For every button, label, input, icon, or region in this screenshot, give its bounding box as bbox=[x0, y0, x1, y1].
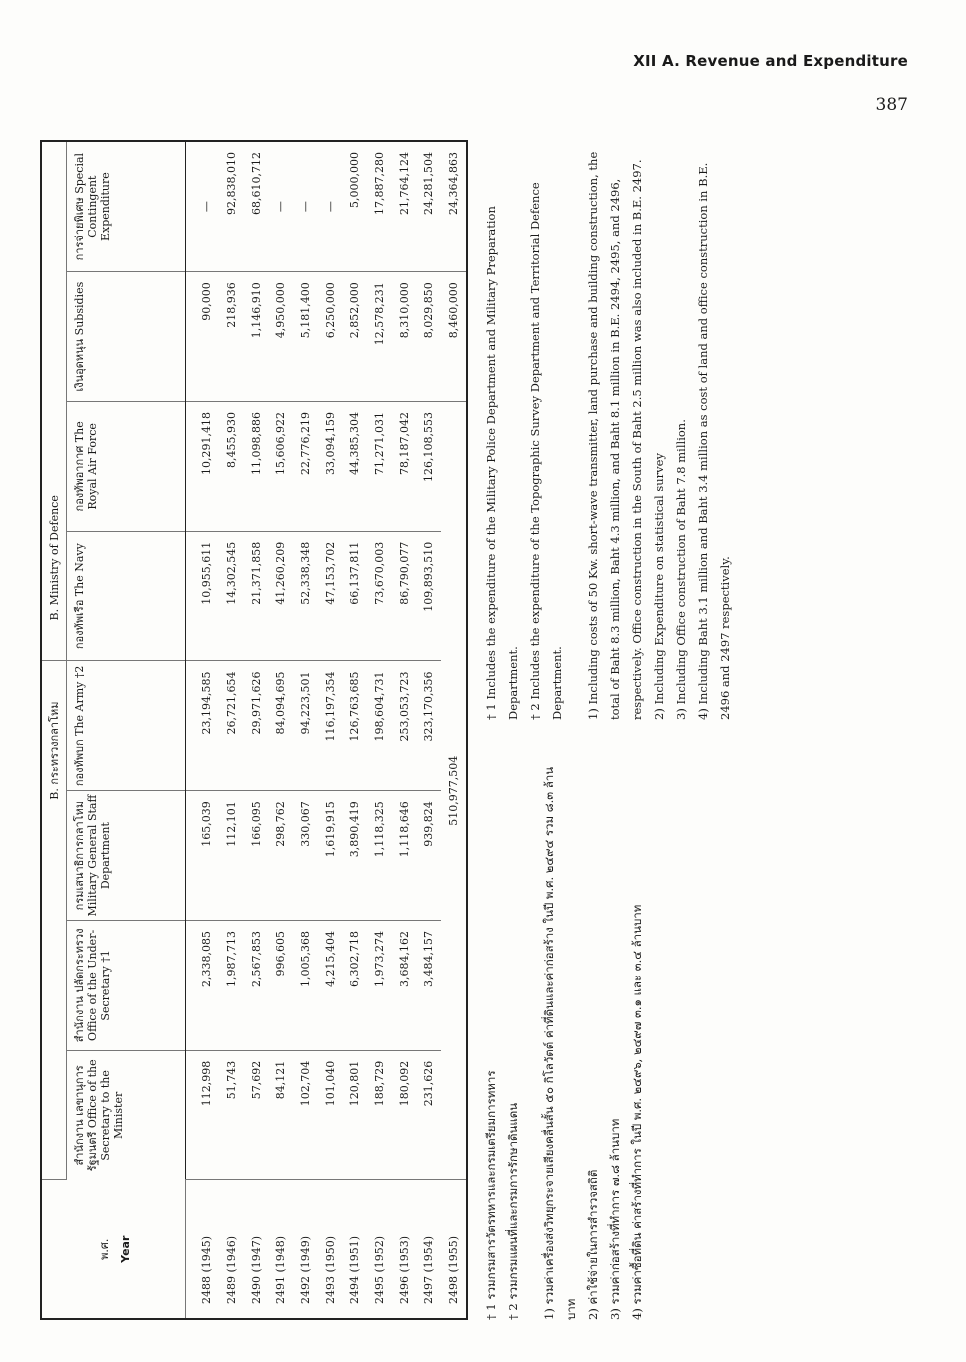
value-cell: 29,971,626 bbox=[244, 661, 269, 791]
value-cell: — bbox=[293, 142, 318, 272]
value-cell: 24,364,863 bbox=[441, 142, 466, 272]
table-row bbox=[392, 142, 417, 1318]
value-cell: 1,987,713 bbox=[219, 921, 244, 1051]
value-cell: 218,936 bbox=[219, 272, 244, 402]
value-cell: — bbox=[186, 142, 220, 272]
value-cell: 5,000,000 bbox=[343, 142, 368, 272]
value-cell: 101,040 bbox=[318, 1050, 343, 1180]
value-cell: 1,973,274 bbox=[367, 921, 392, 1051]
value-cell: 6,250,000 bbox=[318, 272, 343, 402]
column-header-1: สำนักงาน เลขานุการรัฐมนตรี Office of the Secretary to the Minister bbox=[67, 1050, 186, 1180]
value-cell: 126,763,685 bbox=[343, 661, 368, 791]
value-cell: 92,838,010 bbox=[219, 142, 244, 272]
table-row bbox=[219, 142, 244, 1318]
value-cell: 10,955,611 bbox=[186, 531, 220, 661]
value-cell: 112,101 bbox=[219, 791, 244, 921]
value-cell: 253,053,723 bbox=[392, 661, 417, 791]
table-row bbox=[293, 142, 318, 1318]
rotated-content bbox=[40, 140, 870, 1320]
footnote: † 2 Includes the expenditure of the Topographic Survey Department and Territorial Defence Department. bbox=[528, 182, 564, 720]
year-cell: 2497 (1954) bbox=[422, 1235, 436, 1304]
value-cell: 90,000 bbox=[186, 272, 220, 402]
value-cell: 2,852,000 bbox=[343, 272, 368, 402]
section-title: XII A. Revenue and Expenditure bbox=[633, 52, 908, 70]
footnote: 2) Including Expenditure on statistical survey bbox=[652, 453, 666, 720]
footnote: 2) ค่าใช้จ่ายในการสำรวจสถิติ bbox=[586, 1169, 600, 1320]
value-cell: 180,092 bbox=[392, 1050, 417, 1180]
value-cell: 8,029,850 bbox=[417, 272, 442, 402]
page-number: 387 bbox=[875, 95, 908, 115]
value-cell: 188,729 bbox=[367, 1050, 392, 1180]
value-cell: 33,094,159 bbox=[318, 402, 343, 532]
value-cell: 109,893,510 bbox=[417, 531, 442, 661]
value-cell: 323,170,356 bbox=[417, 661, 442, 791]
value-cell: — bbox=[318, 142, 343, 272]
value-cell: 52,338,348 bbox=[293, 531, 318, 661]
year-cell: 2494 (1951) bbox=[348, 1235, 362, 1304]
footnote: 1) รวมค่าเครื่องส่งวิทยุกระจายเสียงคลื่นสั้น ๕๐ กิโลวัตต์ ค่าที่ดินและค่าก่อสร้าง ในปี พ.ศ. ๒๔๙๔ รวม ๘.๓ ล้านบาท bbox=[542, 766, 578, 1320]
value-cell: 5,181,400 bbox=[293, 272, 318, 402]
year-cell: 2495 (1952) bbox=[373, 1235, 387, 1304]
group-header-en: B. Ministry of Defence bbox=[42, 142, 67, 661]
year-header: พ.ศ. Year bbox=[42, 1180, 186, 1318]
value-cell: 14,302,545 bbox=[219, 531, 244, 661]
year-cell: 2491 (1948) bbox=[274, 1235, 288, 1304]
value-cell: 1,005,368 bbox=[293, 921, 318, 1051]
year-cell: 2490 (1947) bbox=[249, 1235, 263, 1304]
value-cell: 8,460,000 bbox=[441, 272, 466, 402]
value-cell: 126,108,553 bbox=[417, 402, 442, 532]
value-cell: 51,743 bbox=[219, 1050, 244, 1180]
year-cell: 2492 (1949) bbox=[299, 1235, 313, 1304]
value-cell: 2,338,085 bbox=[186, 921, 220, 1051]
footnote: 4) รวมค่าซื้อที่ดิน ค่าสร้างที่ทำการ ในปี พ.ศ. ๒๔๙๖, ๒๔๙๗ ๓.๑ และ ๓.๔ ล้านบาท bbox=[630, 904, 644, 1320]
value-cell: 298,762 bbox=[269, 791, 294, 921]
value-cell: 4,950,000 bbox=[269, 272, 294, 402]
value-cell: 15,606,922 bbox=[269, 402, 294, 532]
table-row bbox=[367, 142, 392, 1318]
value-cell: 996,605 bbox=[269, 921, 294, 1051]
value-cell: 330,067 bbox=[293, 791, 318, 921]
value-cell: 1,118,646 bbox=[392, 791, 417, 921]
value-cell: 3,890,419 bbox=[343, 791, 368, 921]
value-cell: 1,146,910 bbox=[244, 272, 269, 402]
value-cell: 116,197,354 bbox=[318, 661, 343, 791]
value-cell: 71,271,031 bbox=[367, 402, 392, 532]
notes-english bbox=[480, 140, 736, 720]
column-header-4: กองทัพบก The Army †2 bbox=[67, 661, 186, 791]
column-header-3: กรมเสนาธิการกลาโหม Military General Staff Department bbox=[67, 791, 186, 921]
footnote: 1) Including costs of 50 Kw. short-wave transmitter, land purchase and building construction, the total of Baht 8.3 million, Baht 4.3 million, and Baht 8.1 million in B.E. 2494, 2495, and 2496, respectively. Office construction in the South of Baht 2.5 million was also included in B.E. 2497. bbox=[586, 151, 644, 720]
value-cell: 84,094,695 bbox=[269, 661, 294, 791]
value-cell: 44,385,304 bbox=[343, 402, 368, 532]
value-cell: 41,260,209 bbox=[269, 531, 294, 661]
table-row bbox=[186, 142, 220, 1318]
value-cell: 120,801 bbox=[343, 1050, 368, 1180]
value-cell: 165,039 bbox=[186, 791, 220, 921]
group-header-th: B. กระทรวงกลาโหม bbox=[42, 661, 67, 1180]
table-row bbox=[269, 142, 294, 1318]
table-row bbox=[244, 142, 269, 1318]
value-cell: 17,887,280 bbox=[367, 142, 392, 272]
year-cell: 2493 (1950) bbox=[323, 1235, 337, 1304]
column-header-7: เงินอุดหนุน Subsidies bbox=[67, 272, 186, 402]
value-cell: 86,790,077 bbox=[392, 531, 417, 661]
value-cell: 47,153,702 bbox=[318, 531, 343, 661]
table-row bbox=[343, 142, 368, 1318]
merged-total-cell: 510,977,504 bbox=[441, 402, 466, 1181]
column-header-6: กองทัพอากาศ The Royal Air Force bbox=[67, 402, 186, 532]
column-header-5: กองทัพเรือ The Navy bbox=[67, 531, 186, 661]
value-cell: 939,824 bbox=[417, 791, 442, 921]
notes-thai bbox=[480, 760, 648, 1320]
value-cell: 68,610,712 bbox=[244, 142, 269, 272]
value-cell: 112,998 bbox=[186, 1050, 220, 1180]
value-cell: 102,704 bbox=[293, 1050, 318, 1180]
table-row bbox=[441, 142, 466, 1318]
value-cell: 6,302,718 bbox=[343, 921, 368, 1051]
value-cell: 26,721,654 bbox=[219, 661, 244, 791]
value-cell: 21,764,124 bbox=[392, 142, 417, 272]
year-cell: 2498 (1955) bbox=[447, 1235, 461, 1304]
value-cell: 231,626 bbox=[417, 1050, 442, 1180]
value-cell: 11,098,886 bbox=[244, 402, 269, 532]
value-cell: 3,684,162 bbox=[392, 921, 417, 1051]
value-cell: 8,310,000 bbox=[392, 272, 417, 402]
year-cell: 2489 (1946) bbox=[225, 1235, 239, 1304]
value-cell: 198,604,731 bbox=[367, 661, 392, 791]
value-cell: 57,692 bbox=[244, 1050, 269, 1180]
year-cell: 2488 (1945) bbox=[200, 1235, 214, 1304]
value-cell: 94,223,501 bbox=[293, 661, 318, 791]
expenditure-table bbox=[40, 140, 468, 1320]
footnote: 3) รวมค่าก่อสร้างที่ทำการ ๗.๘ ล้านบาท bbox=[608, 1118, 622, 1320]
value-cell: 12,578,231 bbox=[367, 272, 392, 402]
value-cell: 21,371,858 bbox=[244, 531, 269, 661]
value-cell: 24,281,504 bbox=[417, 142, 442, 272]
value-cell: 66,137,811 bbox=[343, 531, 368, 661]
value-cell: 3,484,157 bbox=[417, 921, 442, 1051]
footnote: 4) Including Baht 3.1 million and Baht 3.4 million as cost of land and office construction in B.E. 2496 and 2497 respectively. bbox=[696, 162, 732, 720]
value-cell: 2,567,853 bbox=[244, 921, 269, 1051]
footnote: † 1 รวมกรมสารวัตรทหารและกรมเตรียมการทหาร bbox=[484, 1070, 498, 1320]
value-cell: 84,121 bbox=[269, 1050, 294, 1180]
year-cell: 2496 (1953) bbox=[397, 1235, 411, 1304]
value-cell: 8,455,930 bbox=[219, 402, 244, 532]
value-cell: 78,187,042 bbox=[392, 402, 417, 532]
value-cell: 10,291,418 bbox=[186, 402, 220, 532]
value-cell: — bbox=[269, 142, 294, 272]
column-header-8: การจ่ายพิเศษ Special Contingent Expenditure bbox=[67, 142, 186, 272]
value-cell: 1,118,325 bbox=[367, 791, 392, 921]
value-cell: 22,776,219 bbox=[293, 402, 318, 532]
footnote: 3) Including Office construction of Baht 7.8 million. bbox=[674, 419, 688, 720]
table-row bbox=[417, 142, 442, 1318]
footnote: † 2 รวมกรมแผนที่และกรมการรักษาดินแดน bbox=[506, 1102, 520, 1320]
value-cell: 4,215,404 bbox=[318, 921, 343, 1051]
column-header-2: สำนักงาน ปลัดกระทรวง Office of the Under-Secretary †1 bbox=[67, 921, 186, 1051]
value-cell: 1,619,915 bbox=[318, 791, 343, 921]
value-cell: 73,670,003 bbox=[367, 531, 392, 661]
value-cell: 23,194,585 bbox=[186, 661, 220, 791]
table-row bbox=[318, 142, 343, 1318]
value-cell: 166,095 bbox=[244, 791, 269, 921]
footnote: † 1 Includes the expenditure of the Military Police Department and Military Preparation Department. bbox=[484, 206, 520, 720]
